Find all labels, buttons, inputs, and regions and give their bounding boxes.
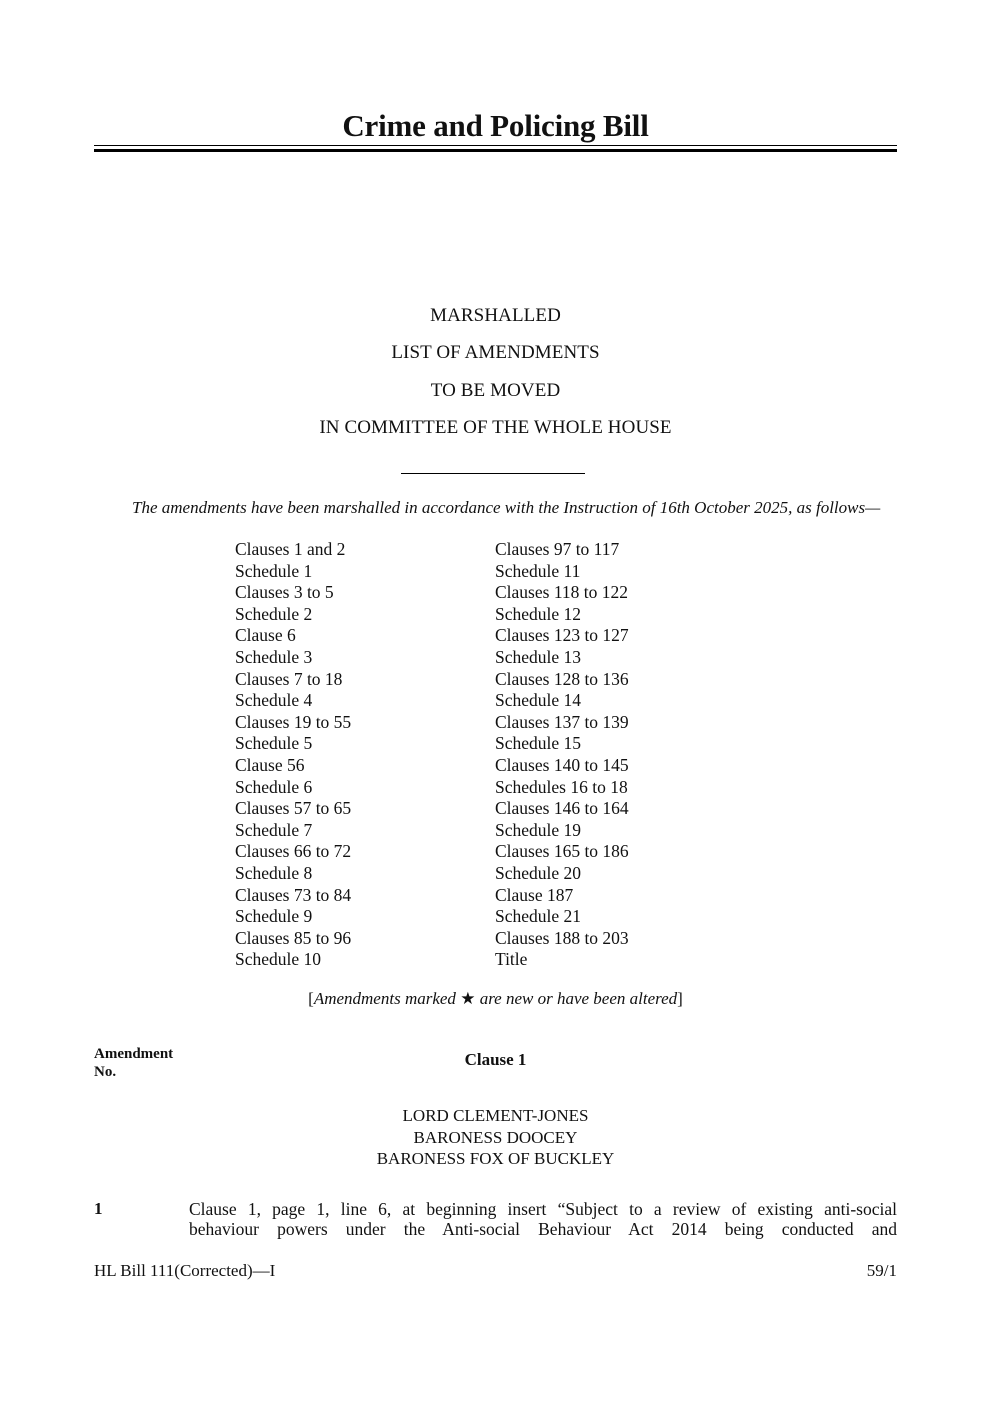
order-item: Schedule 21: [495, 906, 582, 927]
order-item: Clauses 66 to 72: [235, 841, 352, 862]
sponsors-list: [94, 1105, 897, 1170]
note-text-after: are new or have been altered: [475, 989, 678, 1008]
amendment-label-line-1: Amendment: [94, 1046, 174, 1062]
heading-line-marshalled: MARSHALLED: [430, 305, 561, 326]
order-item: Clauses 73 to 84: [235, 884, 352, 905]
order-item: Clauses 19 to 55: [235, 711, 352, 732]
order-item: Clause 6: [235, 625, 296, 646]
order-item: Schedule 2: [235, 603, 313, 624]
order-item: Schedule 13: [495, 646, 582, 667]
section-divider: [401, 473, 585, 474]
marshalling-order-left-column: [235, 539, 351, 971]
order-item: Schedule 1: [235, 560, 313, 581]
order-item: Clause 187: [495, 884, 574, 905]
order-item: Clauses 123 to 127: [495, 625, 629, 646]
footer-bill-reference: HL Bill 111(Corrected)—I: [94, 1261, 276, 1280]
heading-line-to-be-moved: TO BE MOVED: [430, 380, 561, 401]
sponsor-name: LORD CLEMENT-JONES: [402, 1106, 589, 1125]
note-text-before: Amendments marked: [313, 989, 461, 1008]
bill-title: Crime and Policing Bill: [342, 108, 649, 143]
order-item: Schedule 8: [235, 862, 313, 883]
order-item: Clauses 85 to 96: [235, 927, 352, 948]
order-item: Schedules 16 to 18: [495, 776, 628, 797]
sponsor-name: BARONESS DOOCEY: [413, 1127, 578, 1147]
note-close-bracket: ]: [677, 989, 683, 1008]
order-item: Schedule 20: [495, 862, 582, 883]
order-item: Schedule 19: [495, 819, 582, 840]
amendment-label-line-2: No.: [94, 1064, 117, 1080]
title-rule-thick: [94, 149, 897, 152]
order-item: Clauses 165 to 186: [495, 841, 629, 862]
order-item: Clauses 1 and 2: [235, 539, 346, 559]
order-item: Schedule 4: [235, 690, 313, 711]
amendment-text-line: behaviour powers under the Anti-social Behaviour Act 2014 being conducted and: [189, 1219, 897, 1239]
amendment-text: [189, 1199, 897, 1239]
order-item: Schedule 11: [495, 560, 581, 581]
order-item: Clauses 137 to 139: [495, 711, 629, 732]
order-item: Schedule 3: [235, 646, 313, 667]
order-item: Clauses 140 to 145: [495, 754, 629, 775]
amendment-number: 1: [94, 1199, 103, 1218]
heading-line-list-of-amendments: LIST OF AMENDMENTS: [391, 342, 600, 363]
order-item: Schedule 5: [235, 733, 313, 754]
order-item: Clauses 7 to 18: [235, 668, 343, 689]
title-rule-thin: [94, 145, 897, 146]
order-item: Schedule 7: [235, 819, 313, 840]
order-item: Clauses 128 to 136: [495, 668, 629, 689]
order-item: Schedule 10: [235, 949, 322, 970]
marshalling-order-right-column: [495, 539, 629, 971]
altered-amendments-note: [94, 988, 897, 1010]
order-item: Schedule 12: [495, 603, 582, 624]
intro-paragraph: The amendments have been marshalled in accordance with the Instruction of 16th October 2025, as follows—: [132, 498, 881, 517]
order-item: Clauses 146 to 164: [495, 798, 629, 819]
order-item: Clause 56: [235, 754, 305, 775]
footer-page-reference: 59/1: [866, 1261, 897, 1280]
heading-line-committee: IN COMMITTEE OF THE WHOLE HOUSE: [319, 417, 672, 438]
order-item: Schedule 6: [235, 776, 313, 797]
order-item: Schedule 14: [495, 690, 582, 711]
order-item: Schedule 15: [495, 733, 582, 754]
note-open-bracket: [: [308, 989, 314, 1008]
order-item: Clauses 118 to 122: [495, 582, 629, 603]
order-item: Clauses 57 to 65: [235, 798, 352, 819]
order-item: Schedule 9: [235, 906, 313, 927]
sponsor-name: BARONESS FOX OF BUCKLEY: [376, 1149, 615, 1169]
clause-heading: Clause 1: [464, 1050, 527, 1069]
order-item: Clauses 97 to 117: [495, 539, 620, 559]
order-item: Clauses 3 to 5: [235, 582, 334, 603]
star-icon: ★: [460, 989, 476, 1008]
amendment-text-line: Clause 1, page 1, line 6, at beginning insert “Subject to a review of existing anti-social: [189, 1199, 897, 1219]
order-item: Clauses 188 to 203: [495, 927, 629, 948]
order-item: Title: [495, 949, 528, 970]
